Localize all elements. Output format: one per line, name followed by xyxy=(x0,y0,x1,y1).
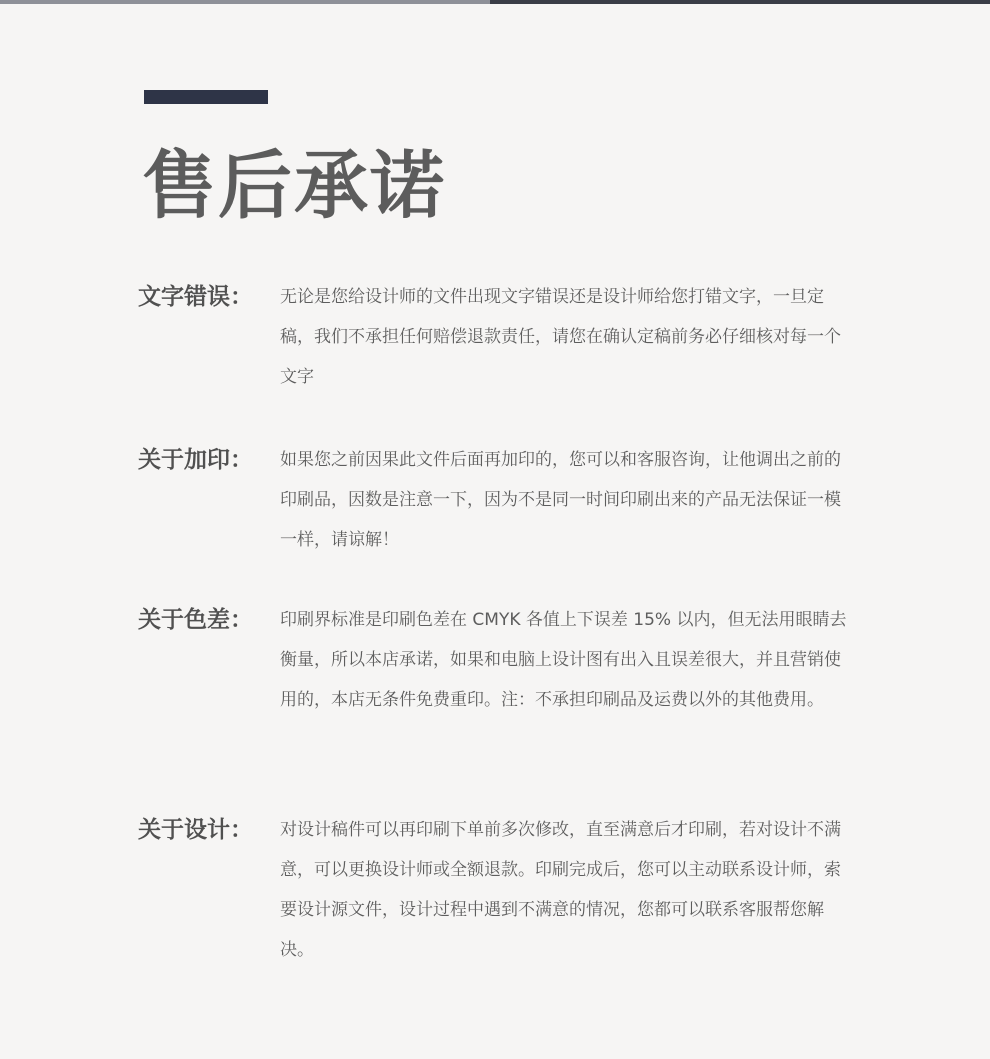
section-label: 文字错误： xyxy=(138,284,253,310)
section-label: 关于加印： xyxy=(138,447,253,473)
section-body: 如果您之前因果此文件后面再加印的，您可以和客服咨询，让他调出之前的印刷品，因数是注意一下，因为不是同一时间印刷出来的产品无法保证一模一样，请谅解！ xyxy=(280,450,841,550)
section-label: 关于设计： xyxy=(138,817,253,843)
section-label: 关于色差： xyxy=(138,607,253,633)
section-body: 无论是您给设计师的文件出现文字错误还是设计师给您打错文字，一旦定稿，我们不承担任何赔偿退款责任，请您在确认定稿前务必仔细核对每一个文字 xyxy=(280,287,841,387)
title-accent-bar xyxy=(144,90,268,104)
page-title: 售后承诺 xyxy=(142,143,446,229)
section-body: 印刷界标准是印刷色差在 CMYK 各值上下误差 15% 以内，但无法用眼睛去衡量，所以本店承诺，如果和电脑上设计图有出入且误差很大，并且营销使用的，本店无条件免费重印。注：不承担印刷品及运费以外的其他费用。 xyxy=(280,610,847,710)
section-body: 对设计稿件可以再印刷下单前多次修改，直至满意后才印刷，若对设计不满意，可以更换设计师或全额退款。印刷完成后，您可以主动联系设计师，索要设计源文件，设计过程中遇到不满意的情况，您都可以联系客服帮您解决。 xyxy=(280,820,841,960)
top-border-bar-highlight xyxy=(0,0,490,4)
